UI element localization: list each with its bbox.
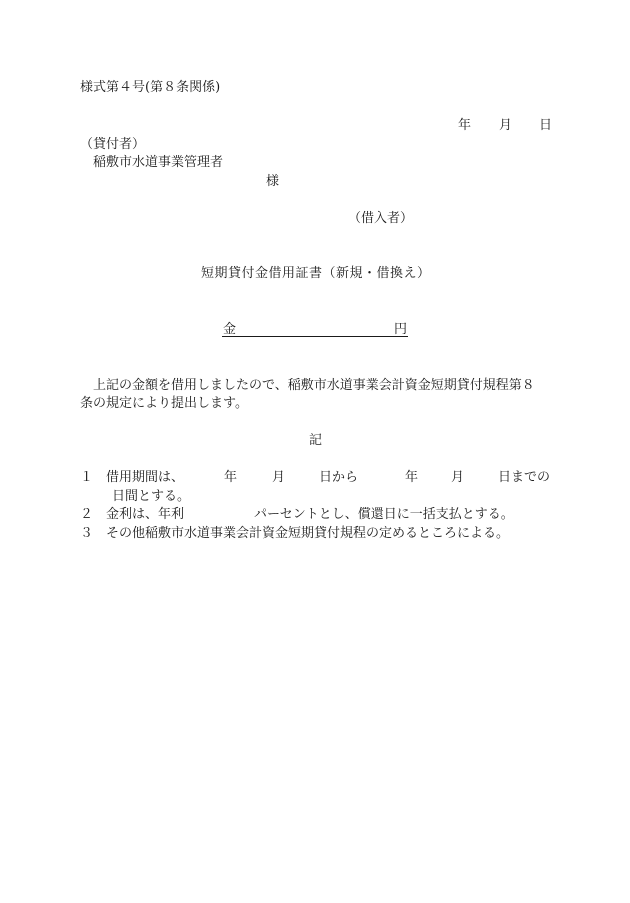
period-start-month: 月 (272, 470, 286, 485)
body-text-line-2: 条の規定により提出します。 (80, 396, 248, 411)
list-item-number: １ (80, 470, 94, 485)
date-day: 日 (539, 118, 553, 133)
borrower-label: （借入者） (348, 211, 414, 226)
list-item-text: 借用期間は、 (106, 470, 185, 485)
period-end-month: 月 (451, 470, 465, 485)
amount-suffix: 円 (394, 322, 408, 337)
list-item-text: その他稲敷市水道事業会計資金短期貸付規程の定めるところによる。 (106, 526, 510, 541)
lender-label: （貸付者） (80, 137, 146, 152)
list-item-number: ２ (80, 507, 94, 522)
list-item-text: 金利は、年利 (106, 507, 185, 522)
lender-honorific: 様 (266, 174, 280, 189)
period-end-day: 日までの (498, 470, 551, 485)
list-item-number: ３ (80, 526, 94, 541)
body-text-line-1: 上記の金額を借用しましたので、稲敷市水道事業会計資金短期貸付規程第８ (93, 378, 535, 393)
date-month: 月 (499, 118, 513, 133)
document-title: 短期貸付金借用証書（新規・借換え） (201, 266, 431, 281)
list-item-text-2: パーセントとし、償還日に一括支払とする。 (254, 507, 514, 522)
date-year: 年 (458, 118, 472, 133)
amount-prefix: 金 (223, 322, 237, 337)
period-end-year: 年 (405, 470, 419, 485)
ki-heading: 記 (309, 433, 323, 448)
form-number: 様式第４号(第８条関係) (80, 80, 221, 95)
period-start-day: 日から (319, 470, 359, 485)
list-item-continuation: 日間とする。 (112, 489, 191, 504)
amount-underline (222, 336, 408, 337)
period-start-year: 年 (224, 470, 238, 485)
lender-name: 稲敷市水道事業管理者 (93, 155, 224, 170)
